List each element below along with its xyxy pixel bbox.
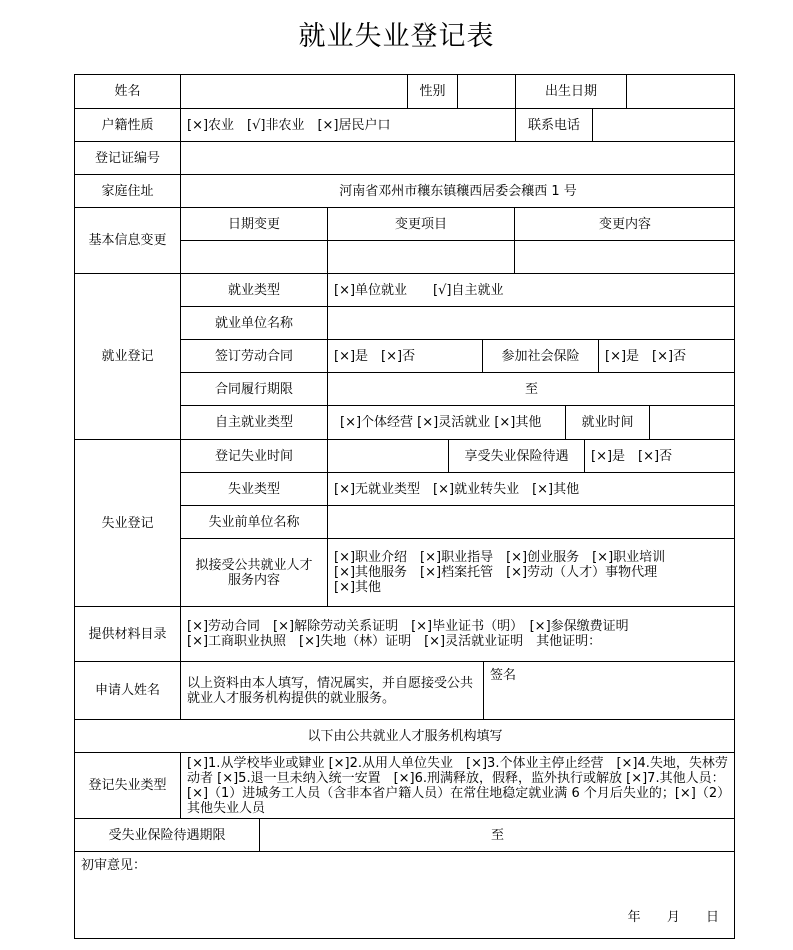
- employment-type-label: 就业类型: [180, 273, 327, 306]
- employment-type-options[interactable]: [×]单位就业 [√]自主就业: [327, 273, 735, 306]
- benefit-period-label: 受失业保险待遇期限: [75, 818, 259, 851]
- change-content-header: 变更内容: [514, 207, 735, 240]
- cert-number-label: 登记证编号: [75, 141, 180, 174]
- gender-label: 性别: [407, 75, 457, 108]
- review-opinion-box[interactable]: [75, 851, 735, 939]
- review-year: 年: [627, 910, 641, 925]
- contract-term-label: 合同履行期限: [180, 372, 327, 405]
- reg-unemployment-type-label: 登记失业类型: [75, 752, 180, 818]
- change-content-field[interactable]: [514, 240, 735, 273]
- benefit-options[interactable]: [×]是 [×]否: [584, 439, 735, 472]
- materials-line-2: [×]工商职业执照 [×]失地（林）证明 [×]灵活就业证明 其他证明：: [187, 634, 602, 649]
- review-day: 日: [705, 910, 719, 925]
- reg-unemployment-type-options[interactable]: [×]1.从学校毕业或肄业 [×]2.从用人单位失业 [×]3.个体业主停止经营 [×]4.失地，失林劳动者 [×]5.退一旦未纳入统一安置 [×]6.刑满释放，假释，监外执行或解放 [×]7.其他人员：[×]（1）进城务工人员（含非本省户籍人员）在常住地稳定就业满 6 个月后失业的；[×]（2）其他失业人员: [180, 752, 735, 818]
- basic-change-label: 基本信息变更: [75, 207, 180, 273]
- signature-field[interactable]: 签名: [483, 661, 735, 719]
- contract-options[interactable]: [×]是 [×]否: [327, 339, 482, 372]
- review-date: [606, 910, 719, 925]
- name-label: 姓名: [114, 84, 141, 99]
- service-content-options[interactable]: [327, 538, 735, 606]
- self-employment-type-options[interactable]: [×]个体经营 [×]灵活就业 [×]其他: [327, 405, 565, 439]
- household-options[interactable]: [×]农业 [√]非农业 [×]居民户口: [180, 108, 515, 141]
- employer-name-label: 就业单位名称: [180, 306, 327, 339]
- applicant-statement: 以上资料由本人填写，情况属实，并自愿接受公共就业人才服务机构提供的就业服务。: [180, 661, 483, 719]
- contract-term-field[interactable]: 至: [327, 372, 735, 405]
- unemployment-type-label: 失业类型: [180, 472, 327, 505]
- name-field[interactable]: [180, 75, 407, 108]
- gender-field[interactable]: [457, 75, 515, 108]
- service-line-1: [×]职业介绍 [×]职业指导 [×]创业服务 [×]职业培训: [334, 550, 666, 565]
- insurance-options[interactable]: [×]是 [×]否: [598, 339, 735, 372]
- employment-section-label: 就业登记: [75, 273, 180, 439]
- cert-number-field[interactable]: [180, 141, 735, 174]
- unemployment-time-label: 登记失业时间: [180, 439, 327, 472]
- contract-label: 签订劳动合同: [180, 339, 327, 372]
- address-value[interactable]: 河南省邓州市穰东镇穰西居委会穰西 1 号: [180, 174, 735, 207]
- birth-date-label: 出生日期: [515, 75, 626, 108]
- birth-date-field[interactable]: [626, 75, 735, 108]
- unemployment-type-options[interactable]: [×]无就业类型 [×]就业转失业 [×]其他: [327, 472, 735, 505]
- unemployment-section-label: 失业登记: [75, 439, 180, 606]
- change-item-header: 变更项目: [327, 207, 514, 240]
- change-date-header: 日期变更: [180, 207, 327, 240]
- household-label: 户籍性质: [75, 108, 180, 141]
- insurance-label: 参加社会保险: [482, 339, 598, 372]
- change-date-field[interactable]: [180, 240, 327, 273]
- materials-line-1: [×]劳动合同 [×]解除劳动关系证明 [×]毕业证书（明） [×]参保缴费证明: [187, 619, 629, 634]
- unemployment-time-field[interactable]: [327, 439, 448, 472]
- registration-form: [74, 74, 735, 939]
- benefit-label: 享受失业保险待遇: [448, 439, 584, 472]
- employment-time-label: 就业时间: [565, 405, 649, 439]
- phone-field[interactable]: [592, 108, 735, 141]
- self-employment-type-label: 自主就业类型: [180, 405, 327, 439]
- employer-name-field[interactable]: [327, 306, 735, 339]
- service-line-3: [×]其他: [334, 580, 382, 595]
- service-line-2: [×]其他服务 [×]档案托管 [×]劳动（人才）事物代理: [334, 565, 658, 580]
- prev-employer-label: 失业前单位名称: [180, 505, 327, 538]
- materials-options[interactable]: [180, 606, 735, 661]
- benefit-period-field[interactable]: 至: [259, 818, 735, 851]
- applicant-label: 申请人姓名: [75, 661, 180, 719]
- change-item-field[interactable]: [327, 240, 514, 273]
- agency-section-header: 以下由公共就业人才服务机构填写: [75, 719, 735, 752]
- service-content-label: 拟接受公共就业人才服务内容: [180, 538, 327, 606]
- phone-label: 联系电话: [515, 108, 592, 141]
- prev-employer-field[interactable]: [327, 505, 735, 538]
- review-month: 月: [666, 910, 680, 925]
- address-label: 家庭住址: [75, 174, 180, 207]
- review-opinion-label: 初审意见：: [81, 858, 147, 873]
- employment-time-field[interactable]: [649, 405, 735, 439]
- materials-label: 提供材料目录: [75, 606, 180, 661]
- page-title: 就业失业登记表: [298, 21, 495, 52]
